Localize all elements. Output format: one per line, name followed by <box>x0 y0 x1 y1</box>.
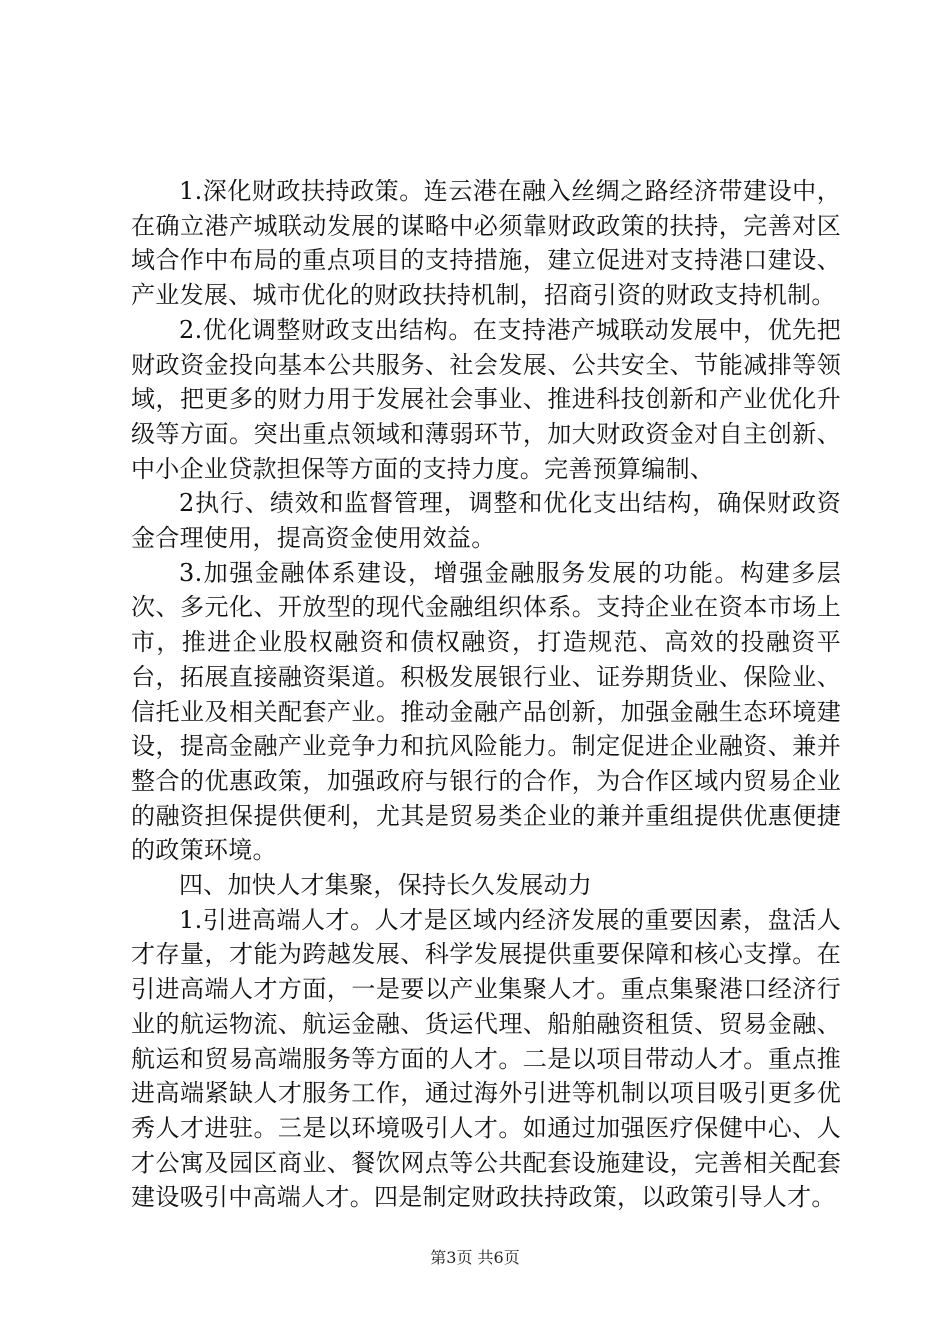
paragraph-talent-recruitment: 1.引进高端人才。人才是区域内经济发展的重要因素，盘活人才存量，才能为跨越发展、科学发展提供重要保障和核心支撑。在引进高端人才方面，一是要以产业集聚人才。重点集聚港口经济行业的航运物流、航运金融、货运代理、船舶融资租赁、贸易金融、航运和贸易高端服务等方面的人才。二是以项目带动人才。重点推进高端紧缺人才服务工作，通过海外引进等机制以项目吸引更多优秀人才进驻。三是以环境吸引人才。如通过加强医疗保健中心、人才公寓及园区商业、餐饮网点等公共配套设施建设，完善相关配套建设吸引中高端人才。四是制定财政扶持政策，以政策引导人才。 <box>131 905 841 1212</box>
paragraph-budget-execution: 2执行、绩效和监督管理，调整和优化支出结构，确保财政资金合理使用，提高资金使用效益。 <box>131 489 841 553</box>
paragraph-expenditure-structure: 2.优化调整财政支出结构。在支持港产城联动发展中，优先把财政资金投向基本公共服务、社会发展、公共安全、节能减排等领域，把更多的财力用于发展社会事业、推进科技创新和产业优化升级等方面。突出重点领域和薄弱环节，加大财政资金对自主创新、中小企业贷款担保等方面的支持力度。完善预算编制、 <box>131 315 841 483</box>
section-heading-talent: 四、加快人才集聚，保持长久发展动力 <box>179 871 593 900</box>
document-body <box>131 174 841 1215</box>
paragraph-financial-system: 3.加强金融体系建设，增强金融服务发展的功能。构建多层次、多元化、开放型的现代金融组织体系。支持企业在资本市场上市，推进企业股权融资和债权融资，打造规范、高效的投融资平台，拓展直接融资渠道。积极发展银行业、证券期货业、保险业、信托业及相关配套产业。推动金融产品创新，加强金融生态环境建设，提高金融产业竞争力和抗风险能力。制定促进企业融资、兼并整合的优惠政策，加强政府与银行的合作，为合作区域内贸易企业的融资担保提供便利，尤其是贸易类企业的兼并重组提供优惠便捷的政策环境。 <box>131 558 841 865</box>
page-number-footer: 第3页 共6页 <box>430 1248 520 1267</box>
paragraph-finance-support: 1.深化财政扶持政策。连云港在融入丝绸之路经济带建设中，在确立港产城联动发展的谋略中必须靠财政政策的扶持，完善对区域合作中布局的重点项目的支持措施，建立促进对支持港口建设、产业发展、城市优化的财政扶持机制，招商引资的财政支持机制。 <box>131 177 841 310</box>
